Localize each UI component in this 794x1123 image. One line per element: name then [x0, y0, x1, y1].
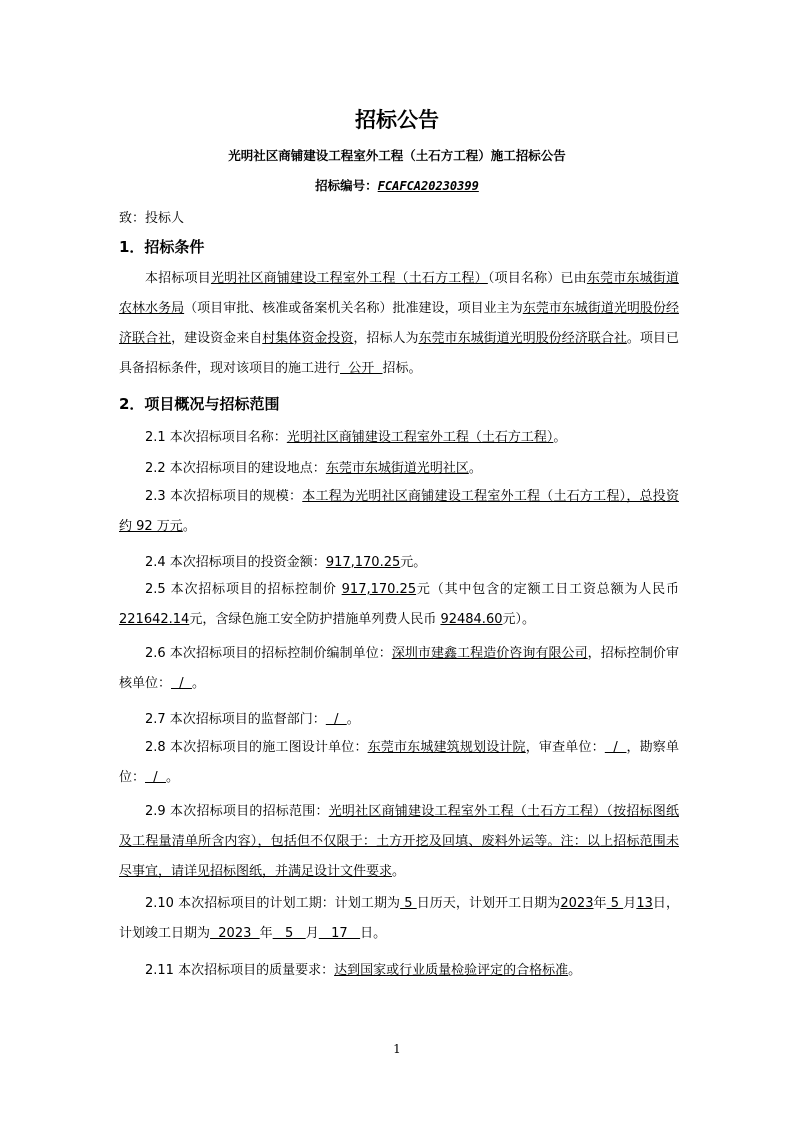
announcement-subtitle: 光明社区商铺建设工程室外工程（土石方工程）施工招标公告	[228, 148, 566, 163]
item-2-11: 2.11 本次招标项目的质量要求：达到国家或行业质量检验评定的合格标准。	[145, 963, 582, 978]
item-2-4: 2.4 本次招标项目的投资金额：917,170.25元。	[145, 555, 427, 570]
item-2-8: 2.8 本次招标项目的施工图设计单位：东莞市东城建筑规划设计院，审查单位： / ，勘察单位： / 。	[119, 740, 679, 785]
item-2-1: 2.1 本次招标项目名称：光明社区商铺建设工程室外工程（土石方工程）。	[145, 430, 567, 445]
section-1-paragraph: 本招标项目光明社区商铺建设工程室外工程（土石方工程）（项目名称）已由东莞市东城街道农林水务局（项目审批、核准或备案机关名称）批准建设，项目业主为东莞市东城街道光明股份经济联合社，建设资金来自村集体资金投资，招标人为东莞市东城街道光明股份经济联合社。项目已具备招标条件，现对该项目的施工进行 公开 招标。	[119, 271, 679, 376]
section-2-heading: 2．项目概况与招标范围	[119, 395, 280, 413]
item-2-10: 2.10 本次招标项目的计划工期：计划工期为 5 日历天，计划开工日期为2023年 5 月13日，计划竣工日期为 2023 年 5 月 17 日。	[119, 896, 679, 941]
project-number	[0, 176, 794, 194]
item-2-2: 2.2 本次招标项目的建设地点：东莞市东城街道光明社区。	[145, 461, 482, 476]
page-title: 招标公告	[355, 108, 439, 132]
project-number-value: FCAFCA20230399	[377, 179, 479, 193]
page-number: 1	[393, 1042, 401, 1056]
item-2-6: 2.6 本次招标项目的招标控制价编制单位：深圳市建鑫工程造价咨询有限公司，招标控制价审核单位： / 。	[119, 646, 679, 691]
item-2-3: 2.3 本次招标项目的规模：本工程为光明社区商铺建设工程室外工程（土石方工程），总投资约 92 万元。	[119, 489, 679, 534]
item-2-9: 2.9 本次招标项目的招标范围：光明社区商铺建设工程室外工程（土石方工程）（按招标图纸及工程量清单所含内容），包括但不仅限于：土方开挖及回填、废料外运等。注：以上招标范围未尽事宜，请详见招标图纸，并满足设计文件要求。	[119, 804, 679, 879]
project-number-label: 招标编号：	[315, 178, 378, 193]
item-2-5: 2.5 本次招标项目的招标控制价 917,170.25元（其中包含的定额工日工资总额为人民币 221642.14元，含绿色施工安全防护措施单列费人民币 92484.60元）。	[119, 582, 679, 627]
section-1-heading: 1．招标条件	[119, 238, 205, 256]
greeting: 致：投标人	[119, 211, 185, 226]
item-2-7: 2.7 本次招标项目的监督部门： / 。	[145, 712, 360, 727]
